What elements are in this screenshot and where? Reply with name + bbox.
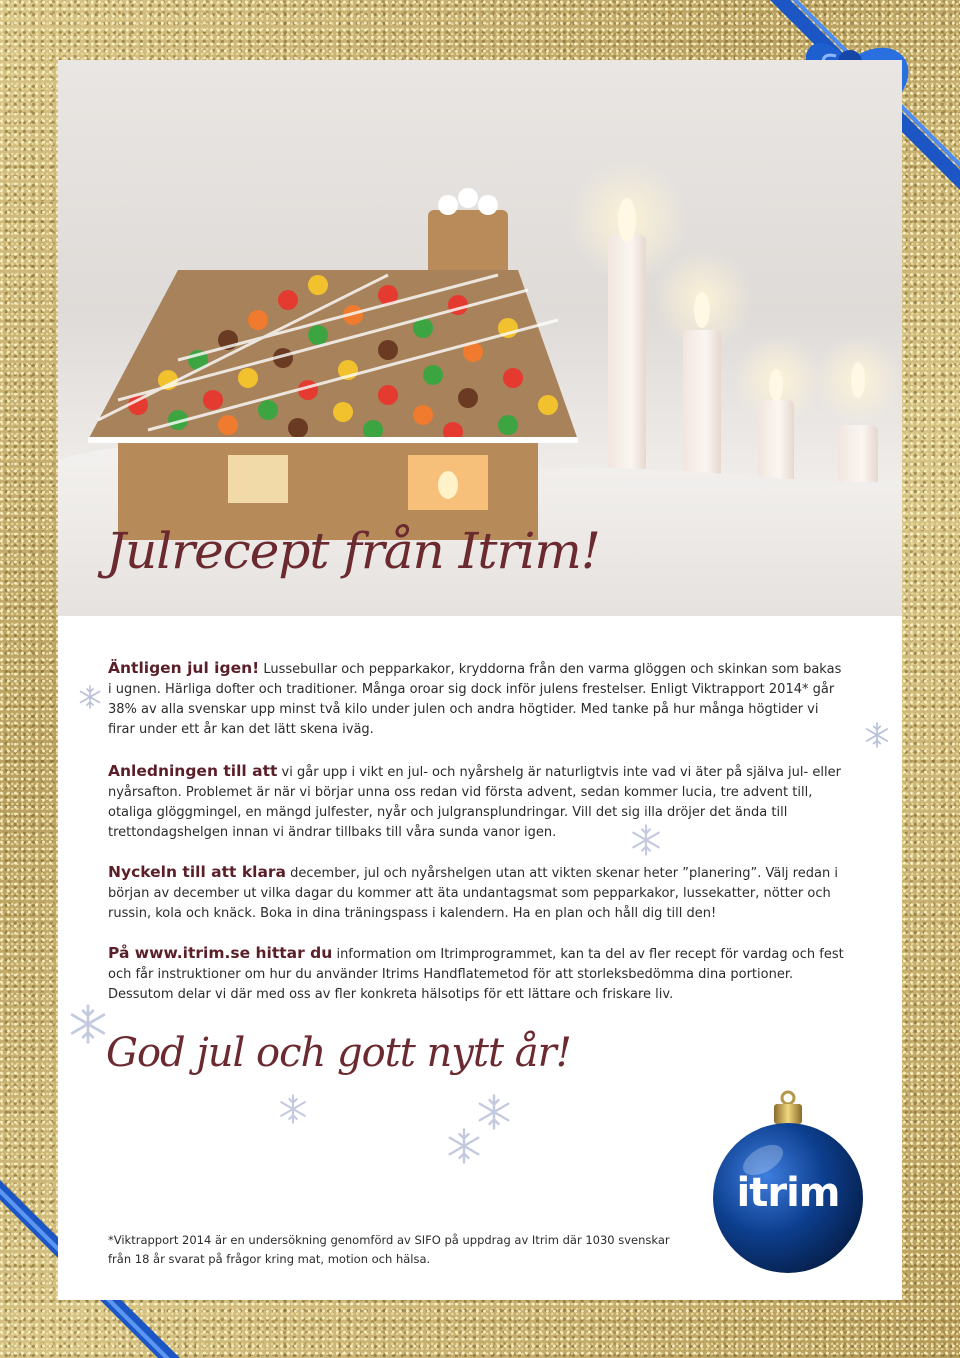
paragraph-intro: [108, 658, 848, 740]
paragraph-text: Lussebullar och pepparkakor, kryddorna från den varma glöggen och skinkan som bakas i ugnen. Härliga dofter och traditioner. Många oroar sig dock inför julens frestelser. Enligt Viktrapport 2014* går 38% av alla svenskar upp minst två kilo under julen och andra högtider. Med tanke på hur många högtider vi firar under ett år kan det lätt skena iväg.: [108, 662, 842, 737]
snowflake-icon: [476, 1094, 512, 1130]
snowflake-icon: [446, 1128, 482, 1164]
paragraph-lead: På www.itrim.se hittar du: [108, 944, 333, 962]
snowflake-icon: [864, 722, 890, 748]
logo-text: itrim: [736, 1170, 840, 1216]
footnote: *Viktrapport 2014 är en undersökning genomförd av SIFO på uppdrag av Itrim där 1030 svenskar från 18 år svarat på frågor kring mat, motion och hälsa.: [108, 1233, 670, 1266]
hero-title: Julrecept från Itrim!: [106, 522, 600, 580]
paragraph-reason: [108, 761, 848, 843]
snowflake-icon: [78, 685, 102, 709]
paragraph-lead: Nyckeln till att klara: [108, 863, 287, 881]
page-sheet: [58, 60, 902, 1300]
hero-image: [58, 60, 902, 616]
paragraph-key: [108, 862, 848, 924]
paragraph-lead: Äntligen jul igen!: [108, 659, 260, 677]
snowflake-icon: [278, 1094, 308, 1124]
paragraph-lead: Anledningen till att: [108, 762, 278, 780]
paragraph-website: [108, 943, 848, 1005]
snowflake-icon: [630, 824, 662, 856]
paragraph-text: information om Itrimprogrammet, kan ta del av fler recept för vardag och fest och får instruktioner om hur du använder Itrims Handflatemetod för att storleksbedömma dina portioner. Dessutom delar vi där med oss av fler konkreta hälsotips för ett lättare och friskare liv.: [108, 947, 844, 1002]
snowflake-icon: [68, 1004, 108, 1044]
paragraph-text: vi går upp i vikt en jul- och nyårshelg är naturligtvis inte vad vi äter på själva jul- eller nyårsafton. Problemet är när vi börjar unna oss redan vid första advent, sedan kommer lucia, tre advent till, otaliga glöggmingel, en mängd julfester, nyår och julgransplundringar. Vill det sig illa dröjer det ända till trettondagshelgen innan vi ändrar tillbaks till våra sunda vanor igen.: [108, 765, 841, 840]
greeting-heading: God jul och gott nytt år!: [106, 1030, 571, 1076]
paragraph-text: december, jul och nyårshelgen utan att vikten skenar heter ”planering”. Välj redan i början av december ut vilka dagar du kommer att äta undantagsmat som pepparkakor, lussekatter, nötter och russin, kola och knäck. Boka in dina träningspass i kalendern. Ha en plan och håll dig till den!: [108, 866, 838, 921]
